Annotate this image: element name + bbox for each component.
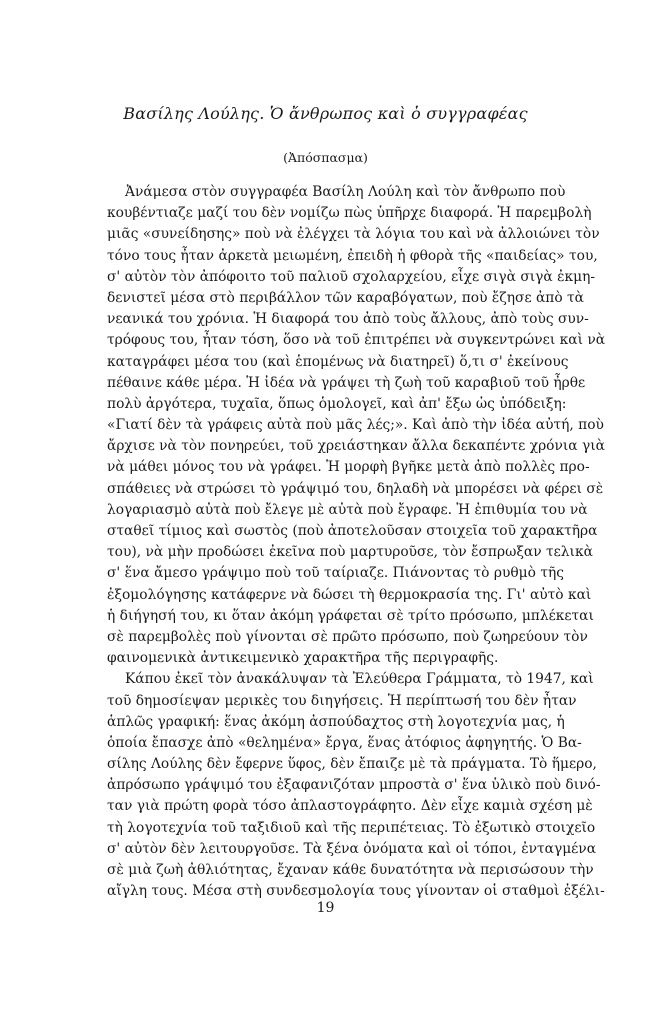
body-line: πέθαινε κάθε μέρα. Ἡ ἰδέα νὰ γράψει τὴ ζωὴ τοῦ καραβιοῦ τοῦ ἦρθε bbox=[107, 374, 586, 391]
body-line: φαινομενικὰ ἀντικειμενικὸ χαρακτῆρα τῆς περιγραφῆς. bbox=[107, 650, 499, 667]
body-line: του), νὰ μὴν προδώσει ἐκεῖνα ποὺ μαρτυροῦσε, τὸν ἔσπρωξαν τελικὰ bbox=[107, 544, 593, 561]
body-line: σ' αὐτὸν τὸν ἀπόφοιτο τοῦ παλιοῦ σχολαρχείου, εἶχε σιγὰ σιγὰ ἐκμη- bbox=[107, 268, 596, 285]
body-line: Κάπου ἐκεῖ τὸν ἀνακάλυψαν τὰ Ἐλεύθερα Γράμματα, τὸ 1947, καὶ bbox=[125, 671, 594, 688]
body-line: «Γιατί δὲν τὰ γράφεις αὐτὰ ποὺ μᾶς λές;». Καὶ ἀπὸ τὴν ἰδέα αὐτή, ποὺ bbox=[107, 417, 604, 434]
body-line: σίλης Λούλης δὲν ἔφερνε ὕφος, δὲν ἔπαιζε μὲ τὰ πράγματα. Τὸ ἥμερο, bbox=[107, 756, 597, 773]
body-line: ἐξομολόγησης κατάφερνε νὰ δώσει τὴ θερμοκρασία της. Γι' αὐτὸ καὶ bbox=[107, 586, 592, 603]
body-line: τρόφους του, ἦταν τόση, ὅσο νὰ τοῦ ἐπιτρέπει νὰ συγκεντρώνει καὶ νὰ bbox=[107, 332, 606, 349]
body-line: ἀπρόσωπο γράψιμό του ἐξαφανιζόταν μπροστὰ σ' ἕνα ὑλικὸ ποὺ δινό- bbox=[107, 777, 601, 794]
body-line: δενιστεῖ μέσα στὸ περιβάλλον τῶν καραβόγατων, ποὺ ἔζησε ἀπὸ τὰ bbox=[107, 289, 585, 306]
body-line: νὰ μάθει μόνος του νὰ γράφει. Ἡ μορφὴ βγῆκε μετὰ ἀπὸ πολλὲς προ- bbox=[107, 459, 590, 476]
body-line: τόνο τους ἦταν ἀρκετὰ μειωμένη, ἐπειδὴ ἡ φθορὰ τῆς «παιδείας» του, bbox=[107, 247, 598, 264]
body-line: νεανικά του χρόνια. Ἡ διαφορά του ἀπὸ τοὺς ἄλλους, ἀπὸ τοὺς συν- bbox=[107, 311, 589, 328]
body-line: σπάθειες νὰ στρώσει τὸ γράψιμό του, δηλαδὴ νὰ μπορέσει νὰ φέρει σὲ bbox=[107, 480, 604, 497]
body-line: καταγράφει μέσα του (καὶ ἑπομένως νὰ διατηρεῖ) ὅ,τι σ' ἐκείνους bbox=[107, 353, 569, 370]
body-line: σ' ἕνα ἄμεσο γράψιμο ποὺ τοῦ ταίριαζε. Πιάνοντας τὸ ρυθμὸ τῆς bbox=[107, 565, 564, 582]
body-line: ἄρχισε νὰ τὸν πονηρεύει, τοῦ χρειάστηκαν ἄλλα δεκαπέντε χρόνια γιὰ bbox=[107, 438, 605, 455]
body-line: σ' αὐτὸν δὲν λειτουργοῦσε. Τὰ ξένα ὀνόματα καὶ οἱ τόποι, ἐνταγμένα bbox=[107, 840, 597, 857]
body-line: σὲ παρεμβολὲς ποὺ γίνονται σὲ πρῶτο πρόσωπο, ποὺ ζωηρεύουν τὸν bbox=[107, 628, 588, 645]
body-text bbox=[107, 182, 606, 902]
body-line: αἴγλη τους. Μέσα στὴ συνδεσμολογία τους γίνονταν οἱ σταθμοὶ ἐξέλι- bbox=[107, 883, 605, 900]
body-line: Ἀνάμεσα στὸν συγγραφέα Βασίλη Λούλη καὶ τὸν ἄνθρωπο ποὺ bbox=[125, 184, 566, 200]
body-line: ταν γιὰ πρώτη φορὰ τόσο ἀπλαστογράφητο. Δὲν εἶχε καμιὰ σχέση μὲ bbox=[107, 798, 593, 815]
page-title: Βασίλης Λούλης. Ὁ ἄνθρωπος καὶ ὁ συγγραφέας bbox=[123, 104, 528, 123]
page-subtitle: (Ἀπόσπασμα) bbox=[283, 150, 368, 165]
body-line: ἡ διήγησή του, κι ὅταν ἀκόμη γράφεται σὲ τρίτο πρόσωπο, μπλέκεται bbox=[107, 607, 594, 624]
body-line: μιᾶς «συνείδησης» ποὺ νὰ ἐλέγχει τὰ λόγια του καὶ νὰ ἀλλοιώνει τὸν bbox=[107, 226, 600, 243]
body-line: κουβέντιαζε μαζί του δὲν νομίζω πὼς ὑπῆρχε διαφορά. Ἡ παρεμβολὴ bbox=[107, 205, 592, 222]
body-line: ὁποία ἔπασχε ἀπὸ «θελημένα» ἔργα, ἕνας ἀτόφιος ἀφηγητής. Ὁ Βα- bbox=[107, 734, 582, 751]
body-line: τὴ λογοτεχνία τοῦ ταξιδιοῦ καὶ τῆς περιπέτειας. Τὸ ἐξωτικὸ στοιχεῖο bbox=[107, 819, 596, 836]
body-line: σὲ μιὰ ζωὴ ἀθλιότητας, ἔχαναν κάθε δυνατότητα νὰ περισώσουν τὴν bbox=[107, 862, 594, 878]
page-number: 19 bbox=[316, 900, 335, 916]
body-line: ἁπλῶς γραφική: ἕνας ἀκόμη ἀσπούδαχτος στὴ λογοτεχνία μας, ἡ bbox=[107, 713, 565, 730]
body-line: λογαριασμὸ αὐτὰ ποὺ ἔλεγε μὲ αὐτὰ ποὺ ἔγραφε. Ἡ ἐπιθυμία του νὰ bbox=[107, 501, 588, 518]
body-line: τοῦ δημοσίεψαν μερικὲς του διηγήσεις. Ἡ περίπτωσή του δὲν ἦταν bbox=[107, 692, 577, 709]
body-line: πολὺ ἀργότερα, τυχαῖα, ὅπως ὁμολογεῖ, καὶ ἀπ' ἔξω ὡς ὑπόδειξη: bbox=[107, 395, 567, 412]
body-line: σταθεῖ τίμιος καὶ σωστὸς (ποὺ ἀποτελοῦσαν στοιχεῖα τοῦ χαρακτῆρα bbox=[107, 523, 598, 539]
